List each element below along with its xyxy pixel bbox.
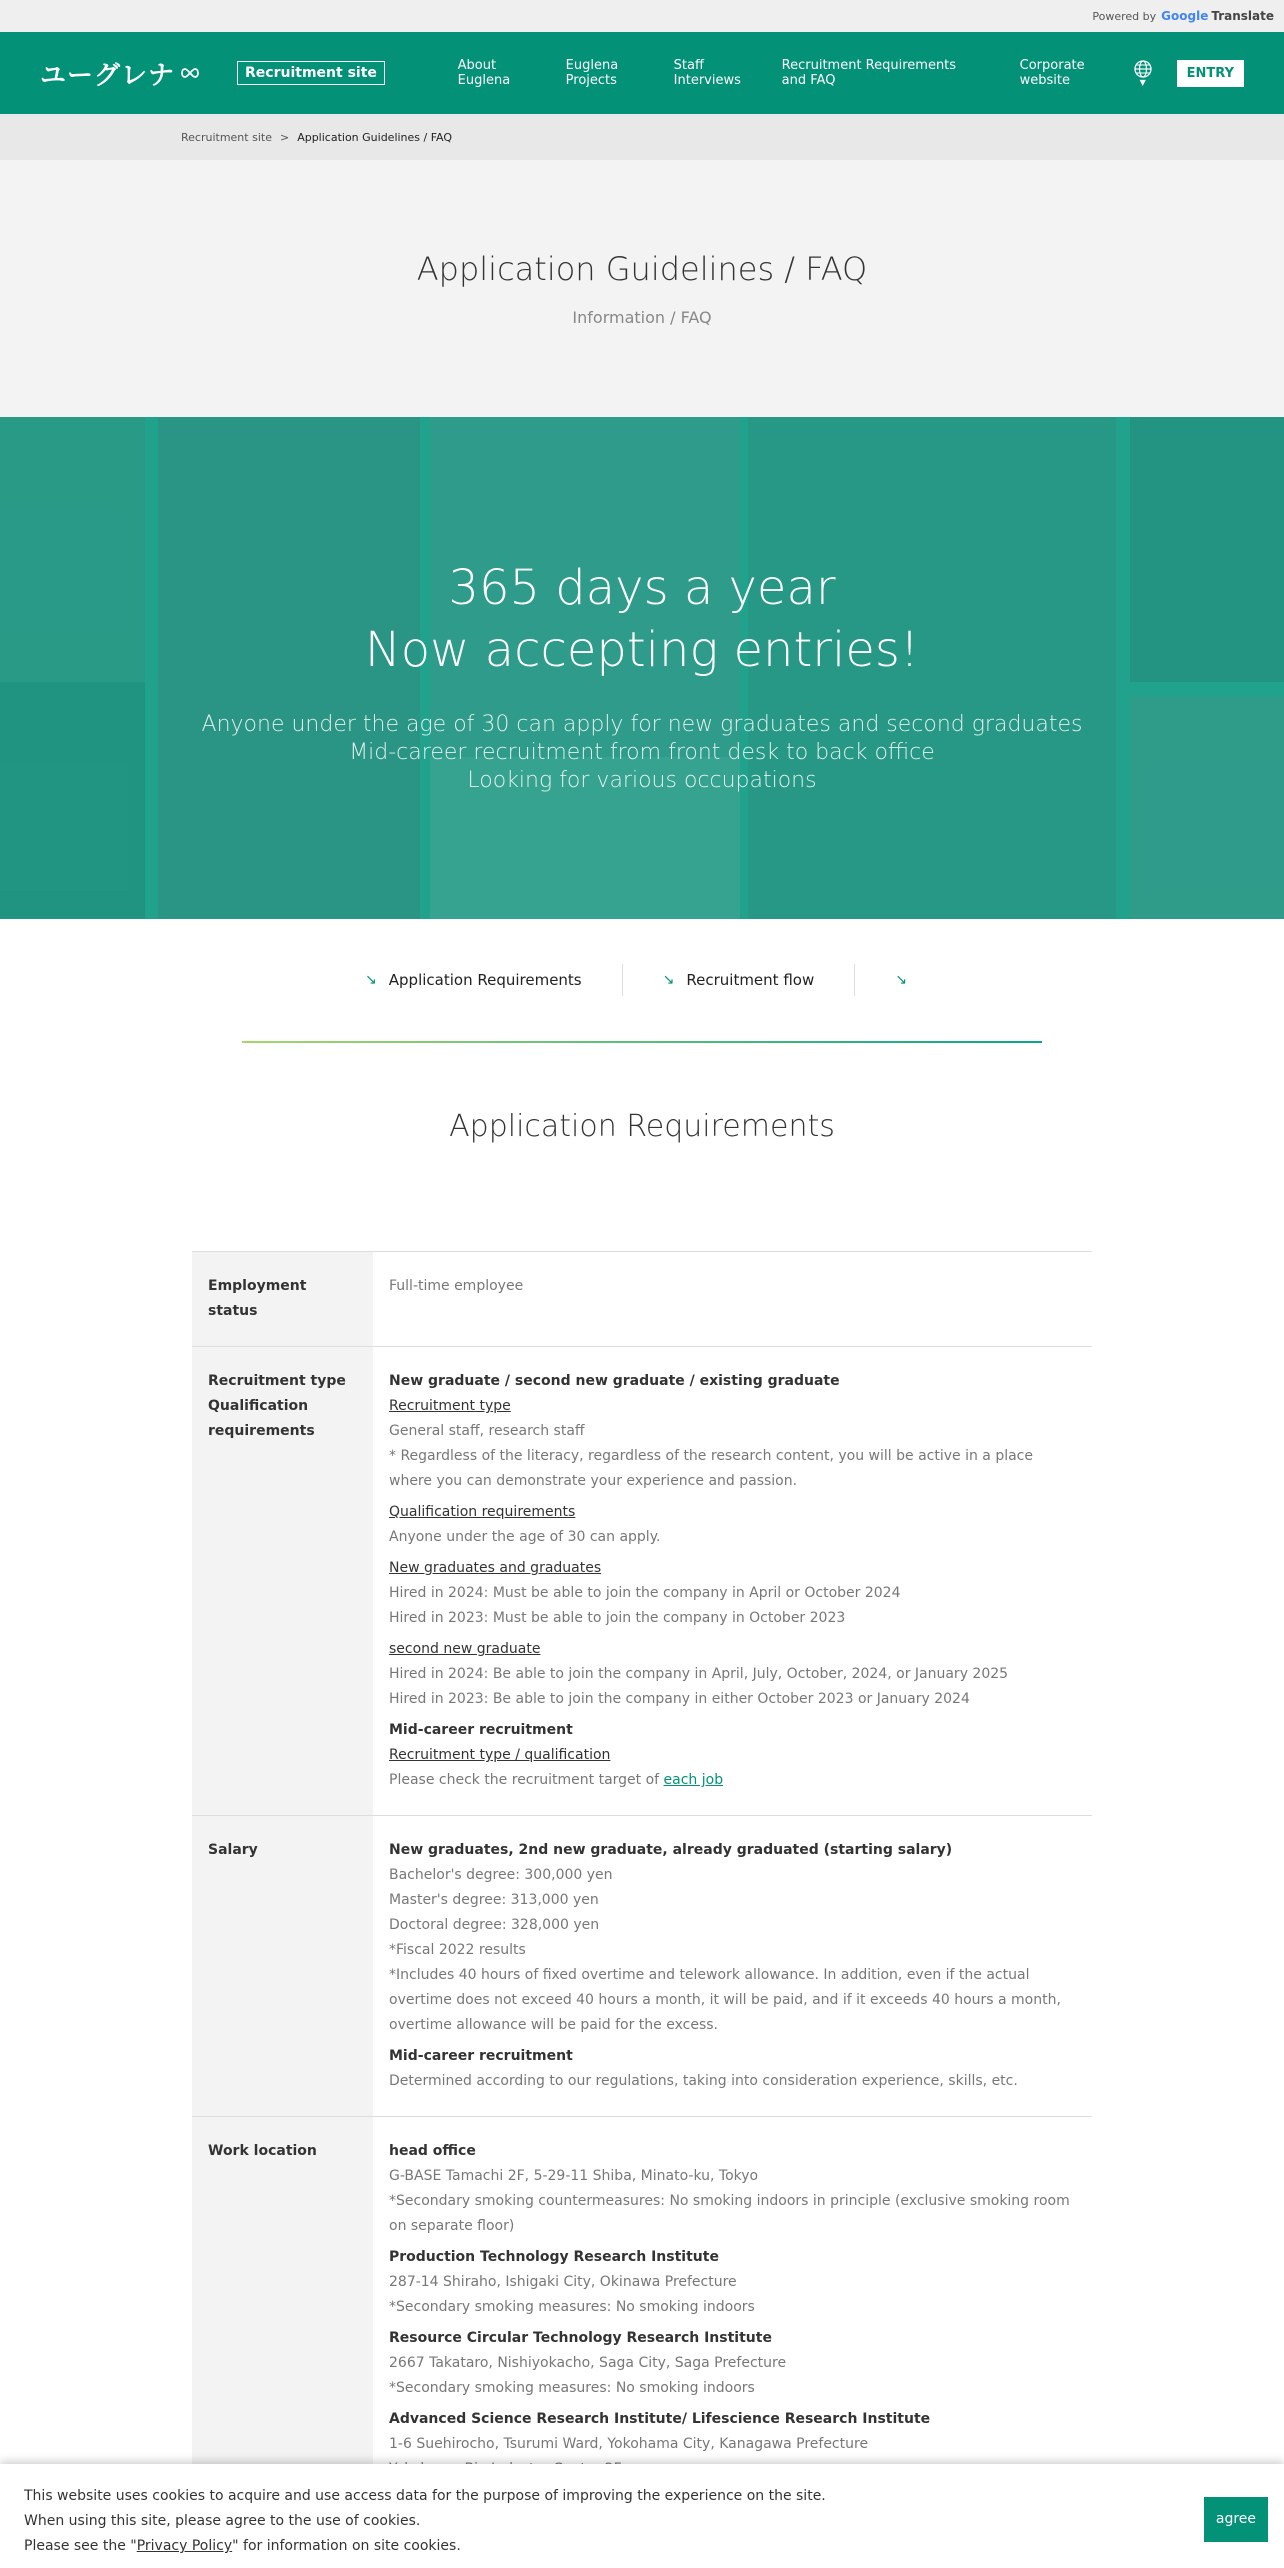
cookie-text-3b: " for information on site cookies. (232, 2538, 461, 2554)
page-title: Application Guidelines / FAQ (416, 250, 868, 288)
requirements-table (192, 1251, 1092, 2505)
anchor-faq[interactable] (855, 964, 959, 996)
arrow-down-right-icon: ↘ (662, 972, 675, 988)
nav-staff-interviews[interactable]: Staff Interviews (673, 58, 741, 88)
each-job-link[interactable]: each job (663, 1772, 724, 1788)
table-row-recruitment (192, 1347, 1092, 1816)
salary-text: *Fiscal 2022 results (389, 1942, 526, 1958)
recruitment-heading: Mid-career recruitment (389, 1722, 573, 1738)
recruitment-text: Hired in 2024: Must be able to join the company in April or October 2024 (389, 1585, 901, 1601)
cookie-banner (0, 2464, 1284, 2568)
location-heading: Resource Circular Technology Research Institute (389, 2330, 772, 2346)
recruitment-text: Hired in 2023: Be able to join the company in either October 2023 or January 2024 (389, 1691, 970, 1707)
breadcrumb-separator: > (279, 130, 290, 144)
recruitment-subheading: Recruitment type (389, 1398, 511, 1414)
hero-sub-2: Mid-career recruitment from front desk to back office (349, 740, 935, 765)
cookie-text-3 (24, 2534, 1260, 2559)
location-text: G-BASE Tamachi 2F, 5-29-11 Shiba, Minato-ku, Tokyo (389, 2168, 759, 2184)
hero-banner (0, 417, 1284, 919)
hero-sub-block (0, 711, 1284, 795)
breadcrumb-home[interactable]: Recruitment site (181, 130, 272, 144)
location-text: *Secondary smoking measures: No smoking indoors (389, 2380, 755, 2396)
entry-button[interactable]: ENTRY (1177, 60, 1244, 87)
breadcrumb (0, 114, 1284, 160)
recruitment-text: * Regardless of the literacy, regardless of the research content, you will be active in a place where you can demonstrate your experience and passion. (389, 1448, 1033, 1489)
recruitment-text: Hired in 2024: Be able to join the company in April, July, October, 2024, or January 2025 (389, 1666, 1009, 1682)
nav-euglena-projects[interactable]: Euglena Projects (565, 58, 619, 88)
hero-text (0, 557, 1284, 795)
arrow-down-right-icon: ↘ (365, 972, 377, 988)
location-text: *Secondary smoking measures: No smoking indoors (389, 2299, 755, 2315)
privacy-policy-link[interactable]: Privacy Policy (136, 2538, 233, 2554)
gradient-divider (242, 1041, 1042, 1043)
salary-text: Master's degree: 313,000 yen (389, 1892, 599, 1908)
location-heading: head office (389, 2143, 476, 2159)
google-logo (1161, 9, 1208, 23)
anchor-label: Recruitment flow (686, 971, 815, 989)
chevron-down-icon: ▼ (1139, 78, 1146, 87)
section-title: Application Requirements (449, 1109, 835, 1144)
language-selector[interactable] (1133, 59, 1153, 87)
table-row-location (192, 2117, 1092, 2505)
row-body (373, 1816, 1092, 2116)
recruitment-heading: New graduate / second new graduate / existing graduate (389, 1373, 840, 1389)
row-body (373, 1347, 1092, 1815)
table-row-employment (192, 1252, 1092, 1347)
cookie-text-3a: Please see the " (24, 2538, 137, 2554)
page-subtitle: Information / FAQ (572, 308, 712, 327)
translate-bar (0, 0, 1284, 32)
row-head (192, 1347, 373, 1815)
breadcrumb-current: Application Guidelines / FAQ (297, 130, 453, 144)
hero-sub-3: Looking for various occupations (467, 768, 817, 793)
recruitment-text: General staff, research staff (389, 1423, 585, 1439)
hero-sub-1: Anyone under the age of 30 can apply for new graduates and second graduates (201, 712, 1083, 737)
anchor-application-requirements[interactable] (325, 964, 623, 996)
location-text: 1-6 Suehirocho, Tsurumi Ward, Yokohama City, Kanagawa Prefecture (389, 2436, 869, 2452)
nav-recruitment-faq[interactable]: Recruitment Requirements and FAQ (781, 58, 957, 88)
recruitment-text: Anyone under the age of 30 can apply. (389, 1529, 661, 1545)
salary-heading: New graduates, 2nd new graduate, already graduated (starting salary) (389, 1842, 953, 1858)
hero-line-1: 365 days a year (448, 560, 836, 616)
row-head-line: Qualification requirements (208, 1398, 315, 1439)
recruitment-subheading: second new graduate (389, 1641, 541, 1657)
salary-text: Determined according to our regulations, taking into consideration experience, skills, etc. (389, 2073, 1018, 2089)
logo-text: ユーグレナ (40, 60, 176, 91)
anchor-label: Application Requirements (388, 971, 582, 989)
main-nav (420, 58, 1244, 88)
recruitment-subheading: Recruitment type / qualification (389, 1747, 611, 1763)
infinity-icon (179, 67, 201, 79)
arrow-down-right-icon: ↘ (895, 972, 907, 988)
recruitment-subheading: Qualification requirements (389, 1504, 576, 1520)
recruitment-text (389, 1768, 1076, 1793)
euglena-logo[interactable] (40, 55, 201, 92)
nav-about-euglena[interactable]: About Euglena (457, 58, 511, 88)
recruitment-text: Hired in 2023: Must be able to join the company in October 2023 (389, 1610, 846, 1626)
row-head-line: Recruitment type (208, 1373, 346, 1389)
row-head: Salary (192, 1816, 373, 2116)
salary-text: *Includes 40 hours of fixed overtime and telework allowance. In addition, even if the actual overtime does not exceed 40 hours a month, it will be paid, and if it exceeds 40 hours a month, overtime allowance will be paid for the excess. (389, 1967, 1061, 2033)
site-header (0, 32, 1284, 114)
anchor-recruitment-flow[interactable] (623, 964, 856, 996)
recruitment-text-prefix: Please check the recruitment target of (389, 1772, 664, 1788)
recruitment-site-badge[interactable]: Recruitment site (237, 61, 385, 85)
globe-icon (1133, 59, 1153, 79)
anchor-nav (0, 919, 1284, 1041)
agree-button[interactable]: agree (1204, 2497, 1268, 2542)
row-body: Full-time employee (389, 1278, 524, 1294)
row-body (373, 2117, 1092, 2504)
salary-text: Bachelor's degree: 300,000 yen (389, 1867, 613, 1883)
location-heading: Production Technology Research Institute (389, 2249, 719, 2265)
row-head: Work location (192, 2117, 373, 2504)
hero-line-2: Now accepting entries! (364, 622, 920, 678)
translate-link[interactable]: Translate (1211, 9, 1274, 23)
nav-corporate-website[interactable]: Corporate website (1019, 58, 1085, 88)
google-word: Google (1161, 9, 1209, 23)
location-text: 2667 Takataro, Nishiyokacho, Saga City, Saga Prefecture (389, 2355, 787, 2371)
location-text: 287-14 Shiraho, Ishigaki City, Okinawa Prefecture (389, 2274, 737, 2290)
table-row-salary (192, 1816, 1092, 2117)
powered-by-label: Powered by (1092, 9, 1157, 23)
recruitment-subheading: New graduates and graduates (389, 1560, 602, 1576)
location-heading: Advanced Science Research Institute/ Lifescience Research Institute (389, 2411, 931, 2427)
salary-text: Doctoral degree: 328,000 yen (389, 1917, 600, 1933)
cookie-text-1: This website uses cookies to acquire and use access data for the purpose of improving the experience on the site. (24, 2488, 826, 2504)
row-head: Employment status (192, 1252, 373, 1346)
salary-heading: Mid-career recruitment (389, 2048, 573, 2064)
cookie-text-2: When using this site, please agree to the use of cookies. (24, 2513, 421, 2529)
location-text: *Secondary smoking countermeasures: No smoking indoors in principle (exclusive smoking room on separate floor) (389, 2193, 1070, 2234)
page-title-block (0, 160, 1284, 417)
